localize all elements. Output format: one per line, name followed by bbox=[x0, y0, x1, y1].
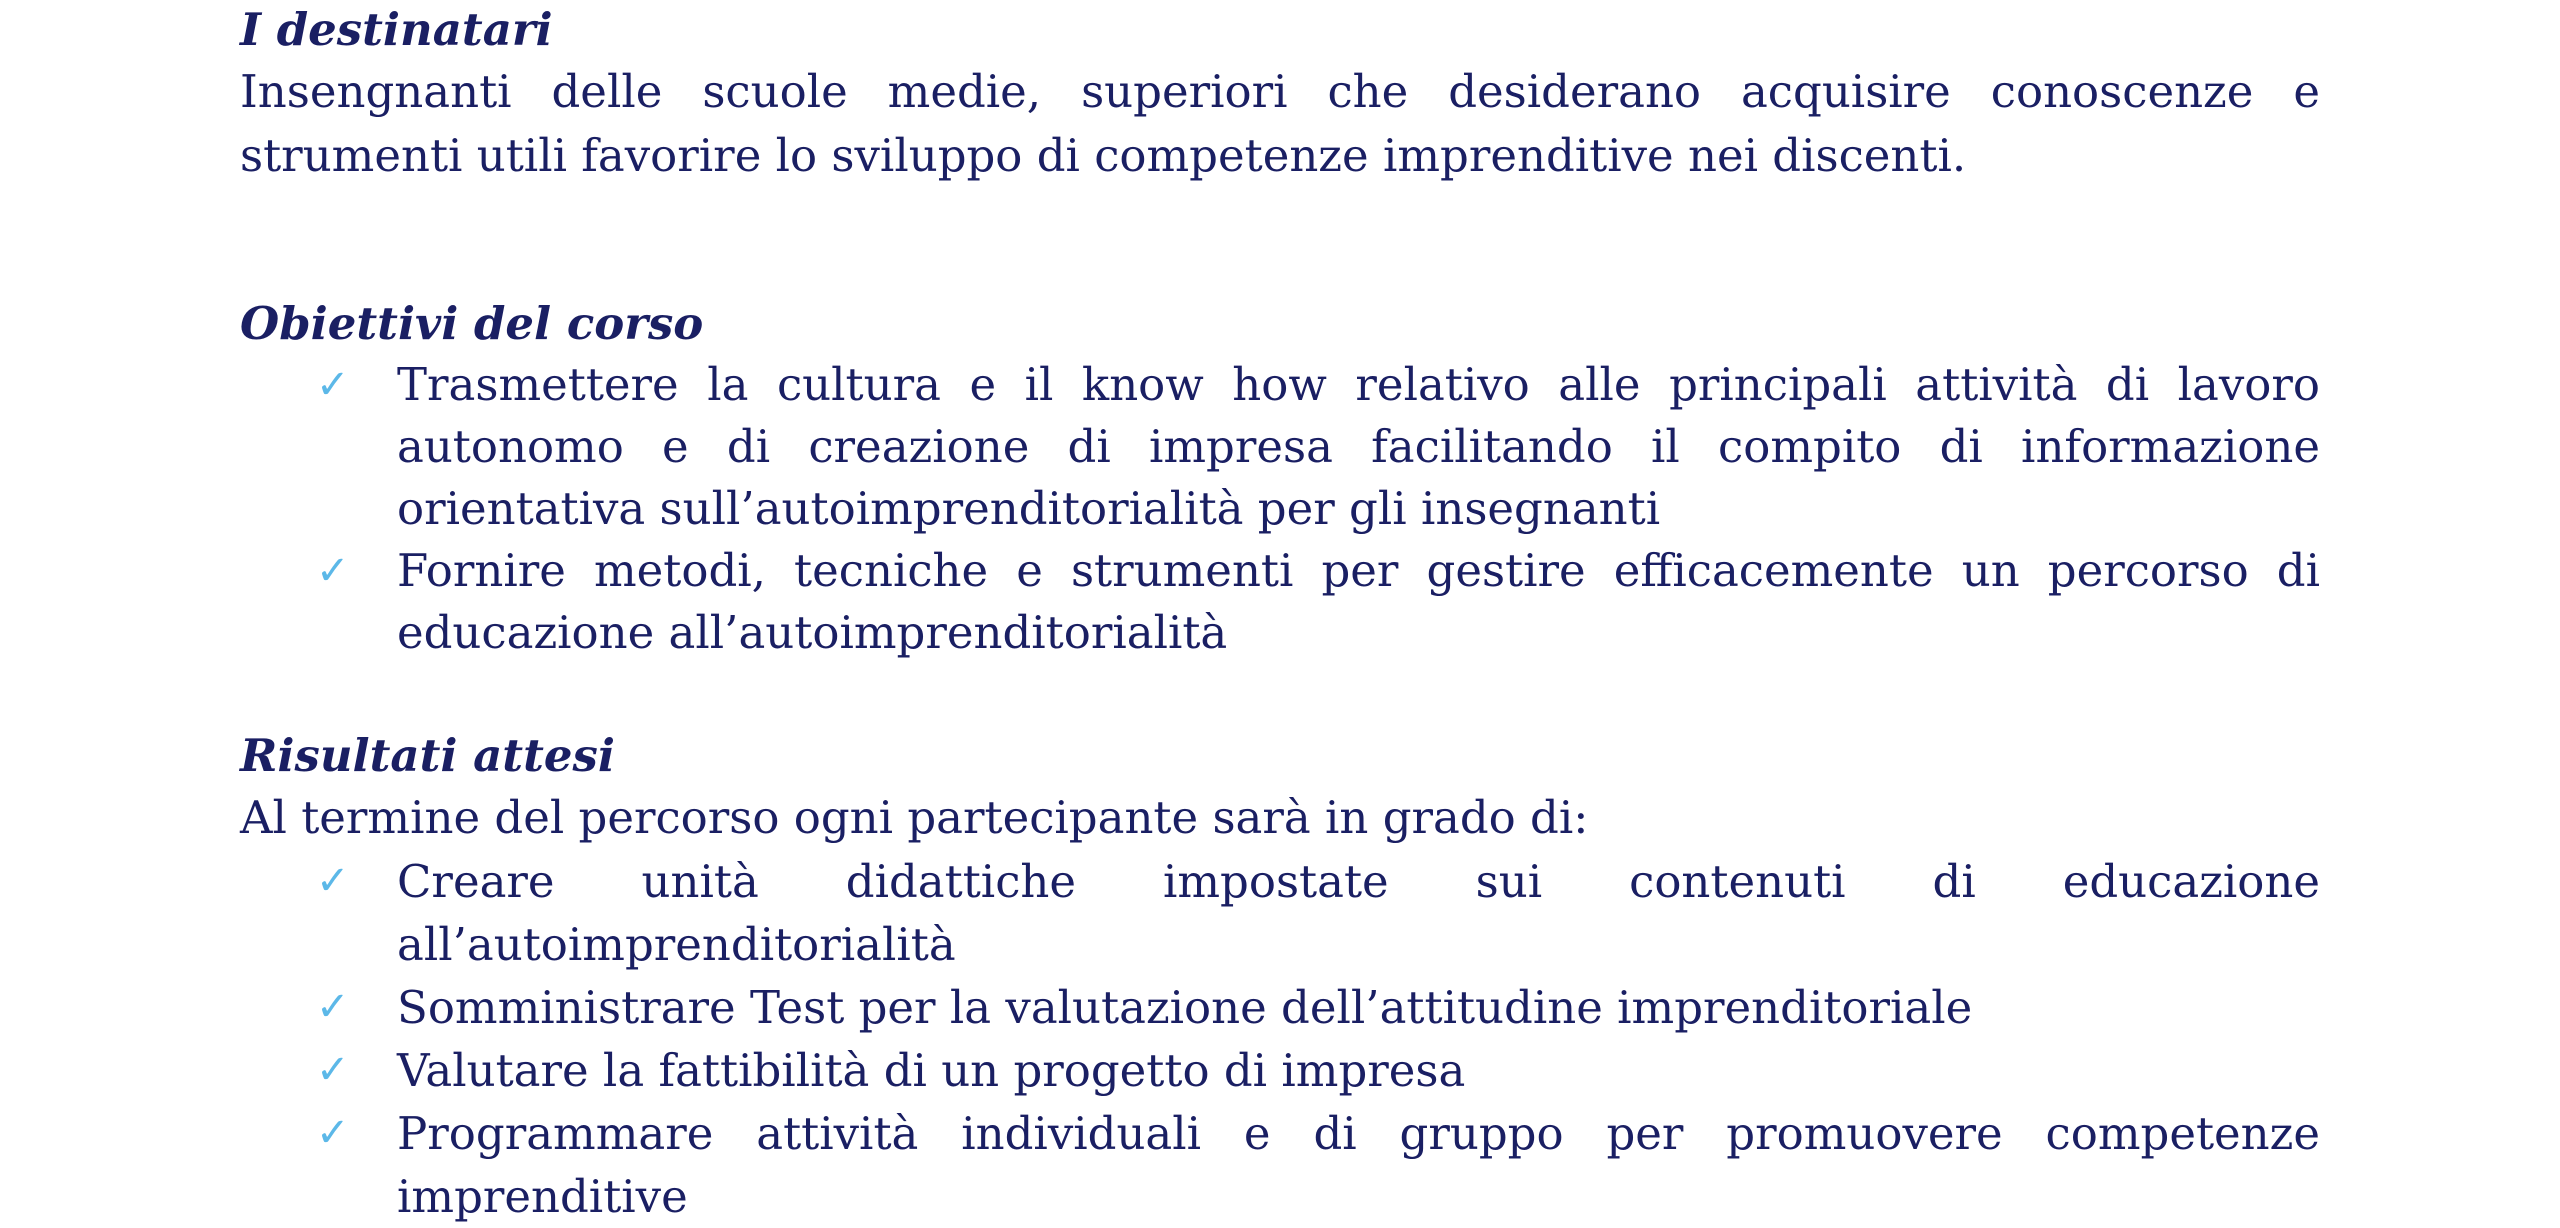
section-obiettivi bbox=[240, 294, 2320, 664]
heading-destinatari: I destinatari bbox=[240, 3, 553, 56]
list-item bbox=[240, 1039, 2320, 1102]
risultati-intro: Al termine del percorso ogni partecipante sarà in grado di: bbox=[240, 791, 1589, 844]
list-item bbox=[240, 540, 2320, 664]
section-destinatari bbox=[240, 0, 2320, 188]
section-risultati bbox=[240, 726, 2320, 1228]
list-item bbox=[240, 354, 2320, 540]
list-item bbox=[240, 976, 2320, 1039]
risultati-item-text: Valutare la fattibilità di un progetto di impresa bbox=[397, 1044, 1466, 1097]
risultati-item-text: Somministrare Test per la valutazione dell’attitudine imprenditoriale bbox=[397, 981, 1973, 1034]
heading-obiettivi: Obiettivi del corso bbox=[240, 297, 704, 350]
obiettivi-list bbox=[240, 354, 2320, 664]
destinatari-text: Insengnanti delle scuole medie, superiori che desiderano acquisire conoscenze e strumenti utili favorire lo sviluppo di competenze imprenditive nei discenti. bbox=[240, 65, 2320, 182]
list-item bbox=[240, 850, 2320, 976]
check-icon: ✓ bbox=[316, 1047, 350, 1093]
obiettivi-item-text: Trasmettere la cultura e il know how relativo alle principali attività di lavoro autonomo e di creazione di impresa facilitando il compito di informazione orientativa sull’autoimprenditorialità per gli insegnanti bbox=[397, 358, 2320, 535]
risultati-item-text: Programmare attività individuali e di gruppo per promuovere competenze imprenditive bbox=[397, 1107, 2320, 1223]
check-icon: ✓ bbox=[316, 984, 350, 1030]
risultati-item-text: Creare unità didattiche impostate sui contenuti di educazione all’autoimprenditorialità bbox=[397, 855, 2320, 971]
obiettivi-item-text: Fornire metodi, tecniche e strumenti per gestire efficacemente un percorso di educazione all’autoimprenditorialità bbox=[397, 544, 2320, 659]
risultati-list bbox=[240, 850, 2320, 1228]
check-icon: ✓ bbox=[316, 858, 350, 904]
check-icon: ✓ bbox=[316, 1110, 350, 1156]
check-icon: ✓ bbox=[316, 548, 350, 594]
check-icon: ✓ bbox=[316, 362, 350, 408]
heading-risultati: Risultati attesi bbox=[240, 729, 615, 782]
